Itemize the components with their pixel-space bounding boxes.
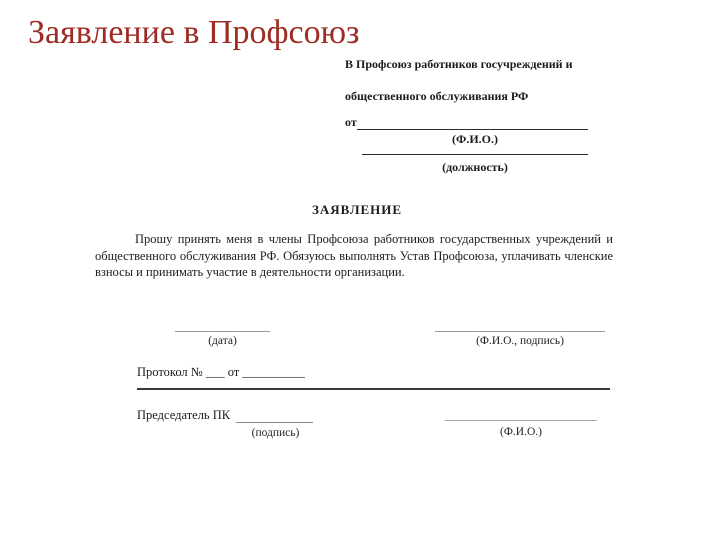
- from-blank-line: [357, 116, 588, 130]
- date-caption: (дата): [208, 335, 237, 347]
- signature-caption: (подпись): [251, 427, 300, 439]
- fio-caption: (Ф.И.О.): [452, 132, 498, 146]
- date-blank-line: [175, 331, 270, 332]
- statement-heading: ЗАЯВЛЕНИЕ: [312, 202, 403, 217]
- statement-body: Прошу принять меня в члены Профсоюза работников государственных учреждений и общественного обслуживания РФ. Обязуюсь выполнять Устав Профсоюза, уплачивать членские взносы и принимать участие в деятельности организации.: [95, 232, 613, 279]
- fio-sign-caption: (Ф.И.О., подпись): [476, 335, 564, 347]
- chairman-fio-caption: (Ф.И.О.): [500, 426, 542, 438]
- fio-sign-blank-line: [435, 331, 605, 332]
- form-addressee-line1: В Профсоюз работников госучреждений и: [345, 57, 573, 71]
- from-row: [345, 115, 588, 130]
- page-title: Заявление в Профсоюз: [28, 14, 360, 51]
- form-addressee-line2: общественного обслуживания РФ: [345, 89, 529, 103]
- from-label: от: [345, 115, 357, 129]
- horizontal-rule: [137, 388, 610, 390]
- position-caption: (должность): [442, 160, 508, 174]
- chairman-row: [137, 408, 313, 423]
- chairman-sign-blank-line: [236, 410, 313, 423]
- chairman-label: Председатель ПК: [137, 408, 231, 422]
- position-blank-line: [362, 154, 588, 155]
- protocol-line: Протокол № ___ от __________: [137, 365, 305, 379]
- chairman-fio-blank-line: [445, 420, 597, 421]
